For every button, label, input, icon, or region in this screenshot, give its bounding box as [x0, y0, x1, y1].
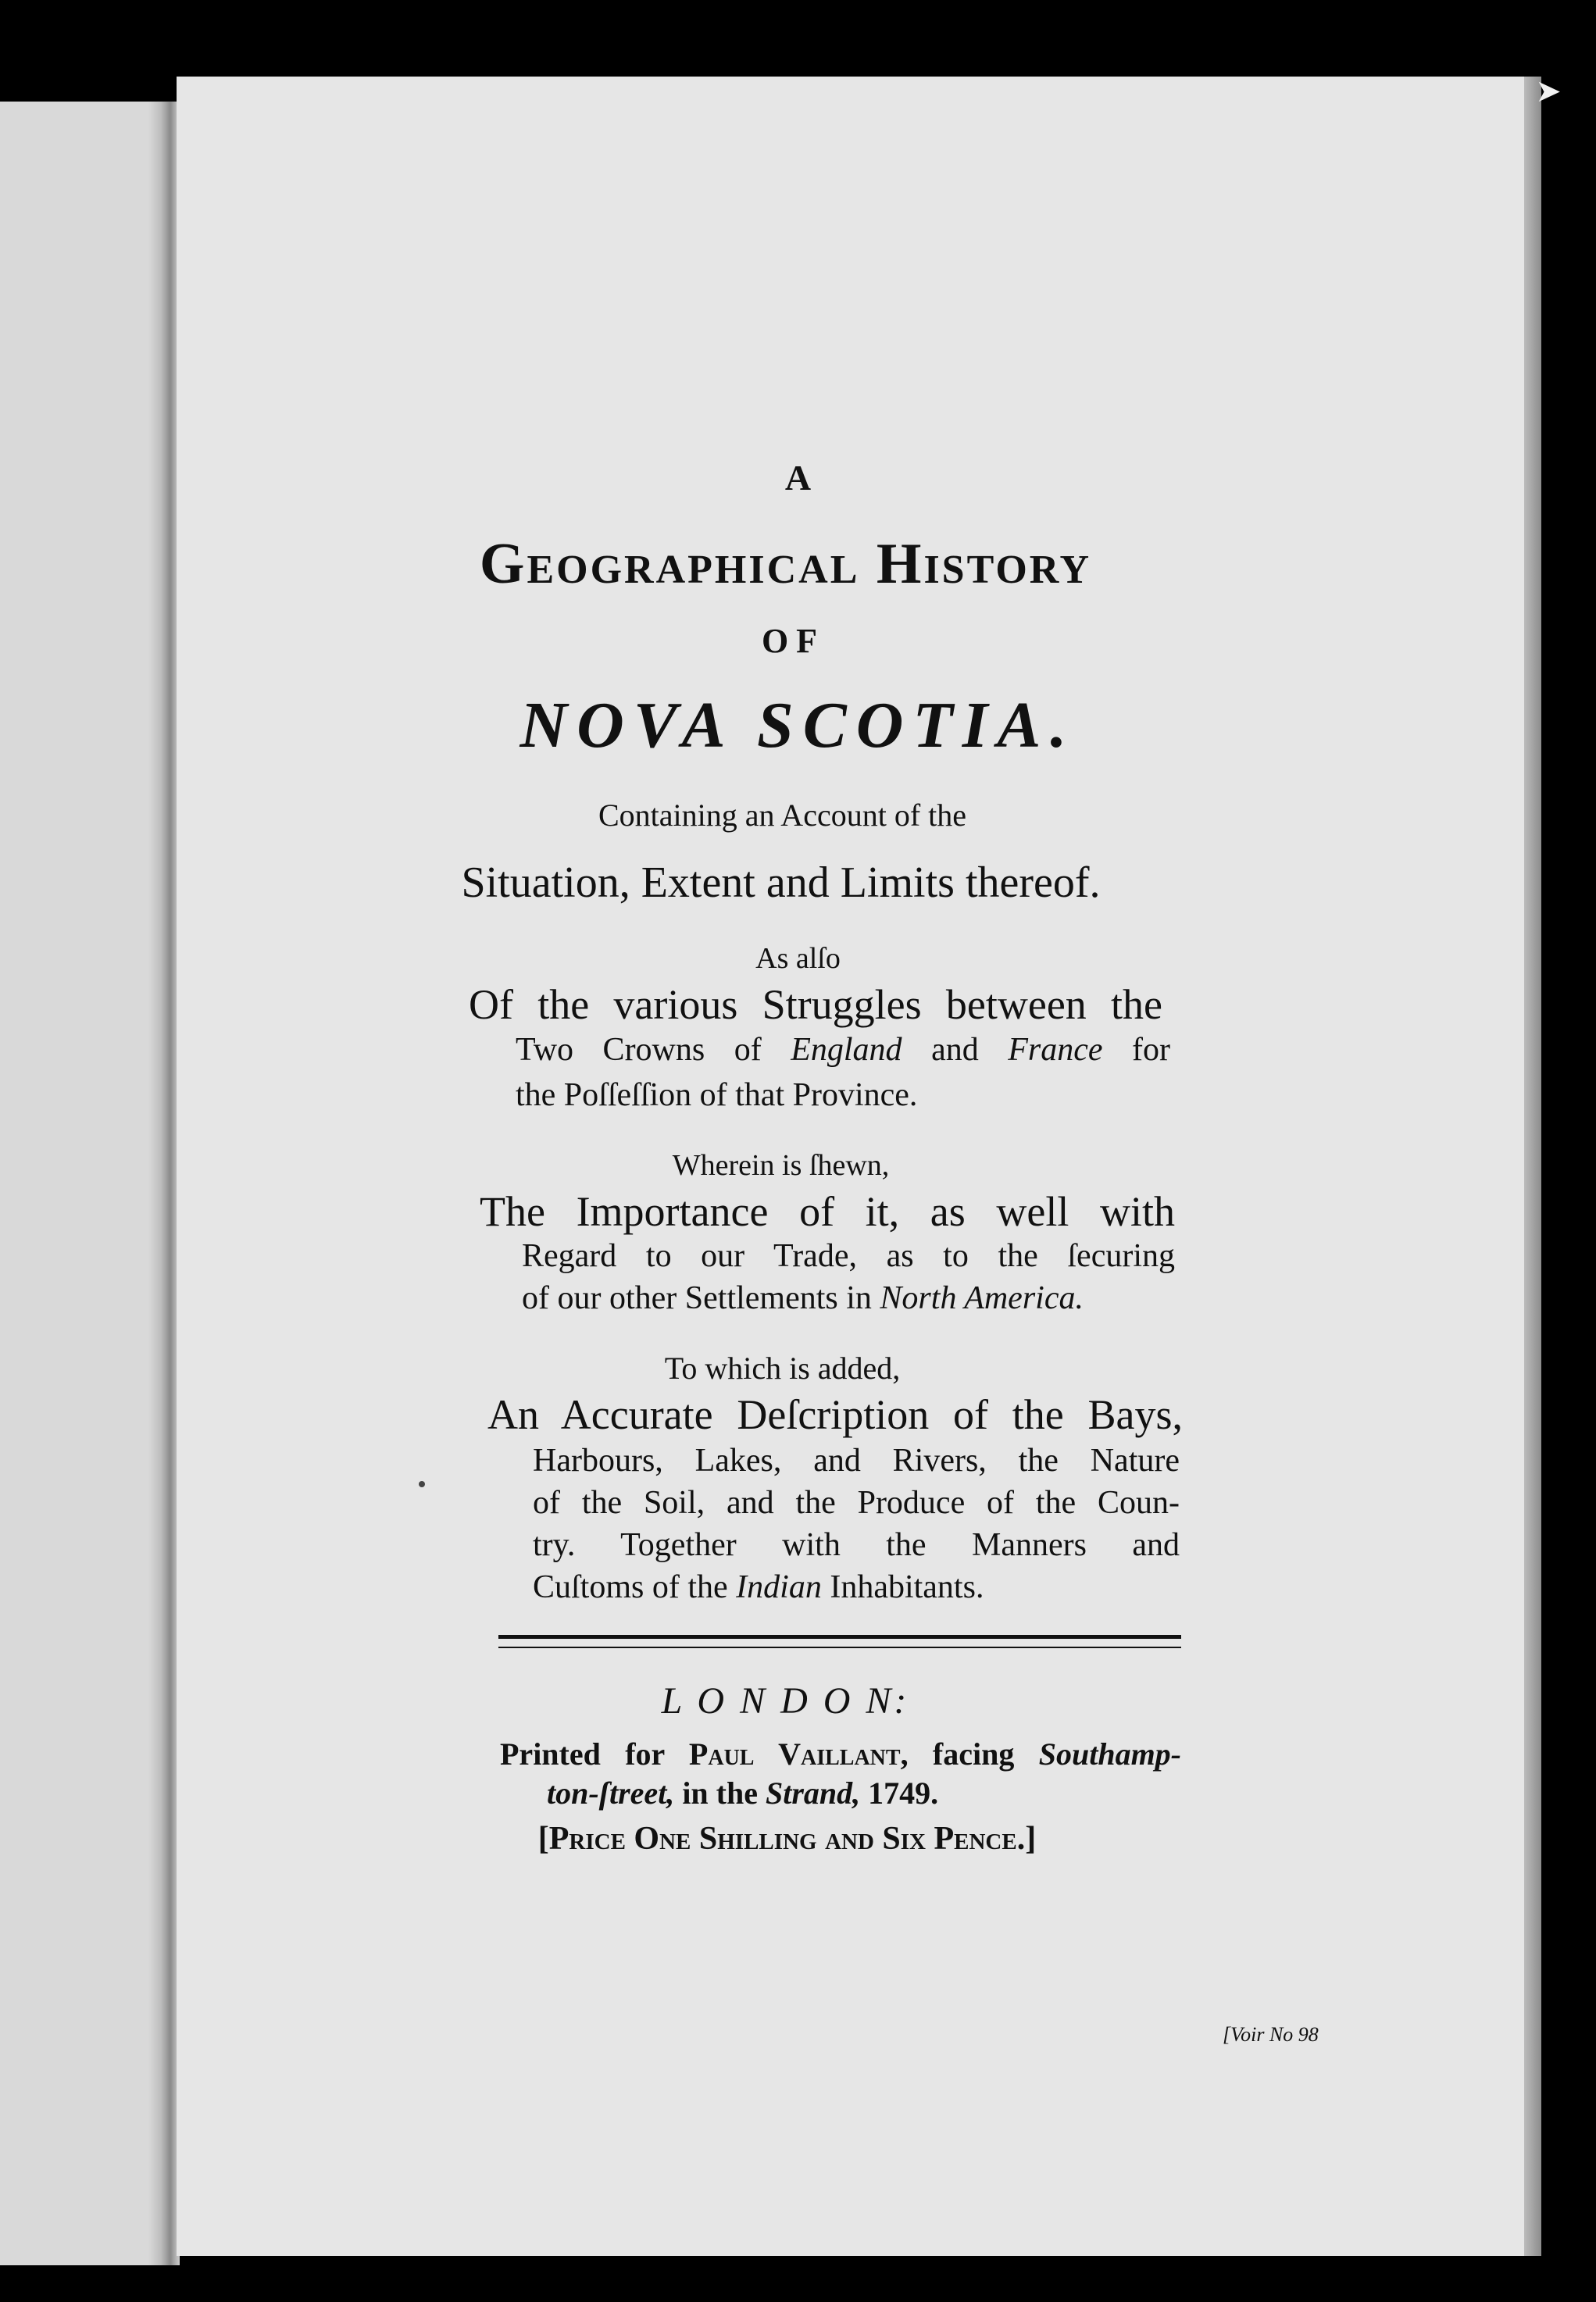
accurate-line-1: An Accurate Deſcription of the Bays, — [487, 1391, 1183, 1438]
title-of: OF — [761, 622, 826, 660]
as-also-line: As alſo — [755, 942, 841, 975]
accurate-line-3: of the Soil, and the Produce of the Coun- — [533, 1485, 1180, 1521]
accurate-line-5: Cuſtoms of the Indian Inhabitants. — [533, 1569, 984, 1605]
imprint-line-1: Printed for Paul Vaillant, facing Southamp- — [500, 1736, 1182, 1772]
book-gutter — [148, 102, 180, 2265]
wherein-line: Wherein is ſhewn, — [672, 1149, 890, 1182]
containing-line: Containing an Account of the — [598, 798, 966, 833]
price-line: [Price One Shilling and Six Pence.] — [537, 1821, 1037, 1857]
accurate-line-2: Harbours, Lakes, and Rivers, the Nature — [533, 1443, 1180, 1479]
title-line-2: NOVA SCOTIA. — [520, 689, 1076, 762]
page-corner-icon: ➤ — [1535, 73, 1562, 109]
imprint-line-2: ton-ſtreet, in the Strand, 1749. — [547, 1776, 939, 1811]
importance-line-3: of our other Settlements in North America. — [522, 1280, 1084, 1316]
thin-rule — [498, 1647, 1181, 1648]
struggles-line-2: Two Crowns of England and France for — [516, 1032, 1170, 1068]
to-which-line: To which is added, — [664, 1351, 901, 1386]
accurate-line-4: try. Together with the Manners and — [533, 1527, 1180, 1563]
struggles-line-3: the Poſſeſſion of that Province. — [516, 1077, 918, 1113]
thick-rule — [498, 1635, 1181, 1639]
title-article: A — [784, 458, 812, 498]
struggles-line-1: Of the various Struggles between the — [469, 981, 1162, 1028]
importance-line-1: The Importance of it, as well with — [480, 1188, 1175, 1235]
importance-line-2: Regard to our Trade, as to the ſecuring — [522, 1238, 1175, 1274]
imprint-city: L O N D O N: — [661, 1680, 910, 1722]
situation-line: Situation, Extent and Limits thereof. — [461, 858, 1101, 907]
ink-spot — [419, 1481, 425, 1487]
title-line-1: Geographical History — [479, 532, 1092, 596]
catalog-reference: [Voir No 98 — [1223, 2023, 1319, 2046]
